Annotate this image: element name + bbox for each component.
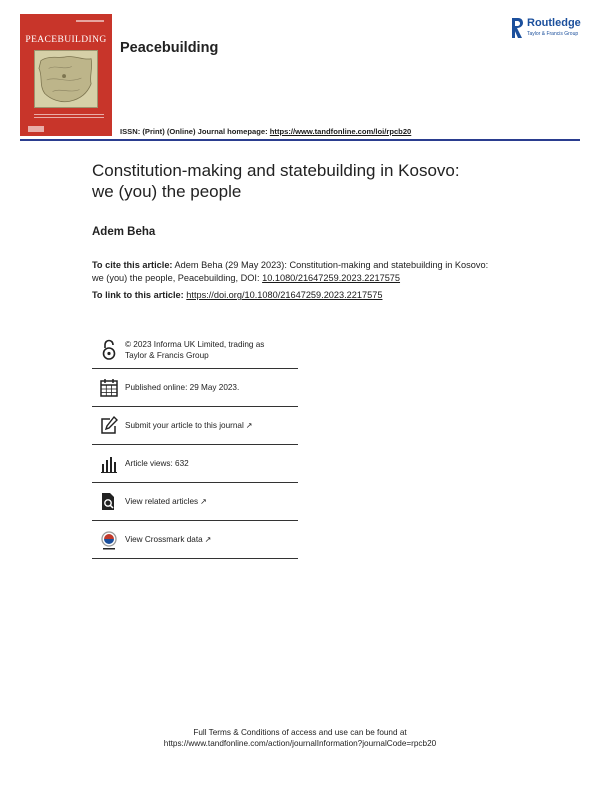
journal-homepage-link[interactable]: https://www.tandfonline.com/loi/rpcb20 (269, 127, 412, 136)
cover-publisher-logo (28, 126, 44, 132)
routledge-icon (510, 16, 524, 40)
publisher-tagline: Taylor & Francis Group (527, 31, 579, 37)
related-articles-link[interactable] (125, 497, 295, 508)
published-date: Published online: 29 May 2023. (125, 383, 240, 392)
citation-label: To cite this article: (92, 260, 173, 270)
journal-cover[interactable] (20, 14, 112, 136)
crossmark-row[interactable] (92, 521, 298, 559)
license-line-2: Taylor & Francis Group (125, 350, 209, 360)
article-metrics-list (92, 331, 298, 559)
journal-title[interactable]: Peacebuilding (120, 40, 219, 56)
citation-doi-link[interactable]: 10.1080/21647259.2023.2217575 (262, 272, 401, 283)
article-link-label: To link to this article: (92, 290, 184, 300)
article-title-line-2: we (you) the people (92, 182, 242, 201)
article-title-line-1: Constitution-making and statebuilding in Kosovo: (92, 161, 460, 180)
calendar-icon (100, 377, 118, 399)
footer-line-1: Full Terms & Conditions of access and use can be found at (193, 728, 407, 737)
footer-terms-link[interactable]: https://www.tandfonline.com/action/journalInformation?journalCode=rpcb20 (163, 739, 437, 748)
submit-article-row[interactable] (92, 407, 298, 445)
cover-map-image (34, 50, 98, 108)
cover-title: PEACEBUILDING (25, 35, 107, 45)
article-views-row (92, 445, 298, 483)
publisher-name: Routledge (527, 17, 581, 29)
external-link-icon: ↗ (200, 497, 207, 506)
cover-caption (34, 114, 104, 120)
license-line-1: © 2023 Informa UK Limited, trading as (125, 340, 265, 349)
submit-article-label: Submit your article to this journal (125, 421, 244, 430)
header-divider (20, 139, 580, 141)
cover-decoration (76, 20, 104, 22)
crossmark-link[interactable] (125, 535, 295, 546)
article-title (92, 160, 562, 202)
open-access-lock-icon (100, 339, 118, 361)
submit-article-link[interactable] (125, 421, 295, 432)
edit-pencil-icon (100, 415, 118, 437)
map-illustration (35, 51, 97, 107)
license-row (92, 331, 298, 369)
crossmark-label: View Crossmark data (125, 535, 203, 544)
published-row (92, 369, 298, 407)
citation-text: Adem Beha (29 May 2023): Constitution-making and statebuilding in Kosovo: we (you) the people, Peacebuilding, DOI: (92, 260, 489, 283)
crossmark-icon (100, 529, 118, 551)
issn-line (120, 127, 411, 136)
related-articles-row[interactable] (92, 483, 298, 521)
citation (92, 259, 492, 284)
related-articles-icon (100, 491, 118, 513)
article-doi-url[interactable]: https://doi.org/10.1080/21647259.2023.2217575 (186, 290, 383, 300)
article-link (92, 290, 382, 300)
routledge-logo (510, 16, 590, 42)
bar-chart-icon (100, 453, 118, 475)
article-views-count: Article views: 632 (125, 459, 189, 468)
related-articles-label: View related articles (125, 497, 199, 506)
footer-terms (0, 727, 600, 749)
article-author: Adem Beha (92, 226, 156, 238)
external-link-icon: ↗ (204, 535, 212, 544)
issn-label: ISSN: (Print) (Online) Journal homepage: (120, 127, 268, 136)
license-text (125, 340, 295, 361)
external-link-icon: ↗ (245, 421, 253, 430)
